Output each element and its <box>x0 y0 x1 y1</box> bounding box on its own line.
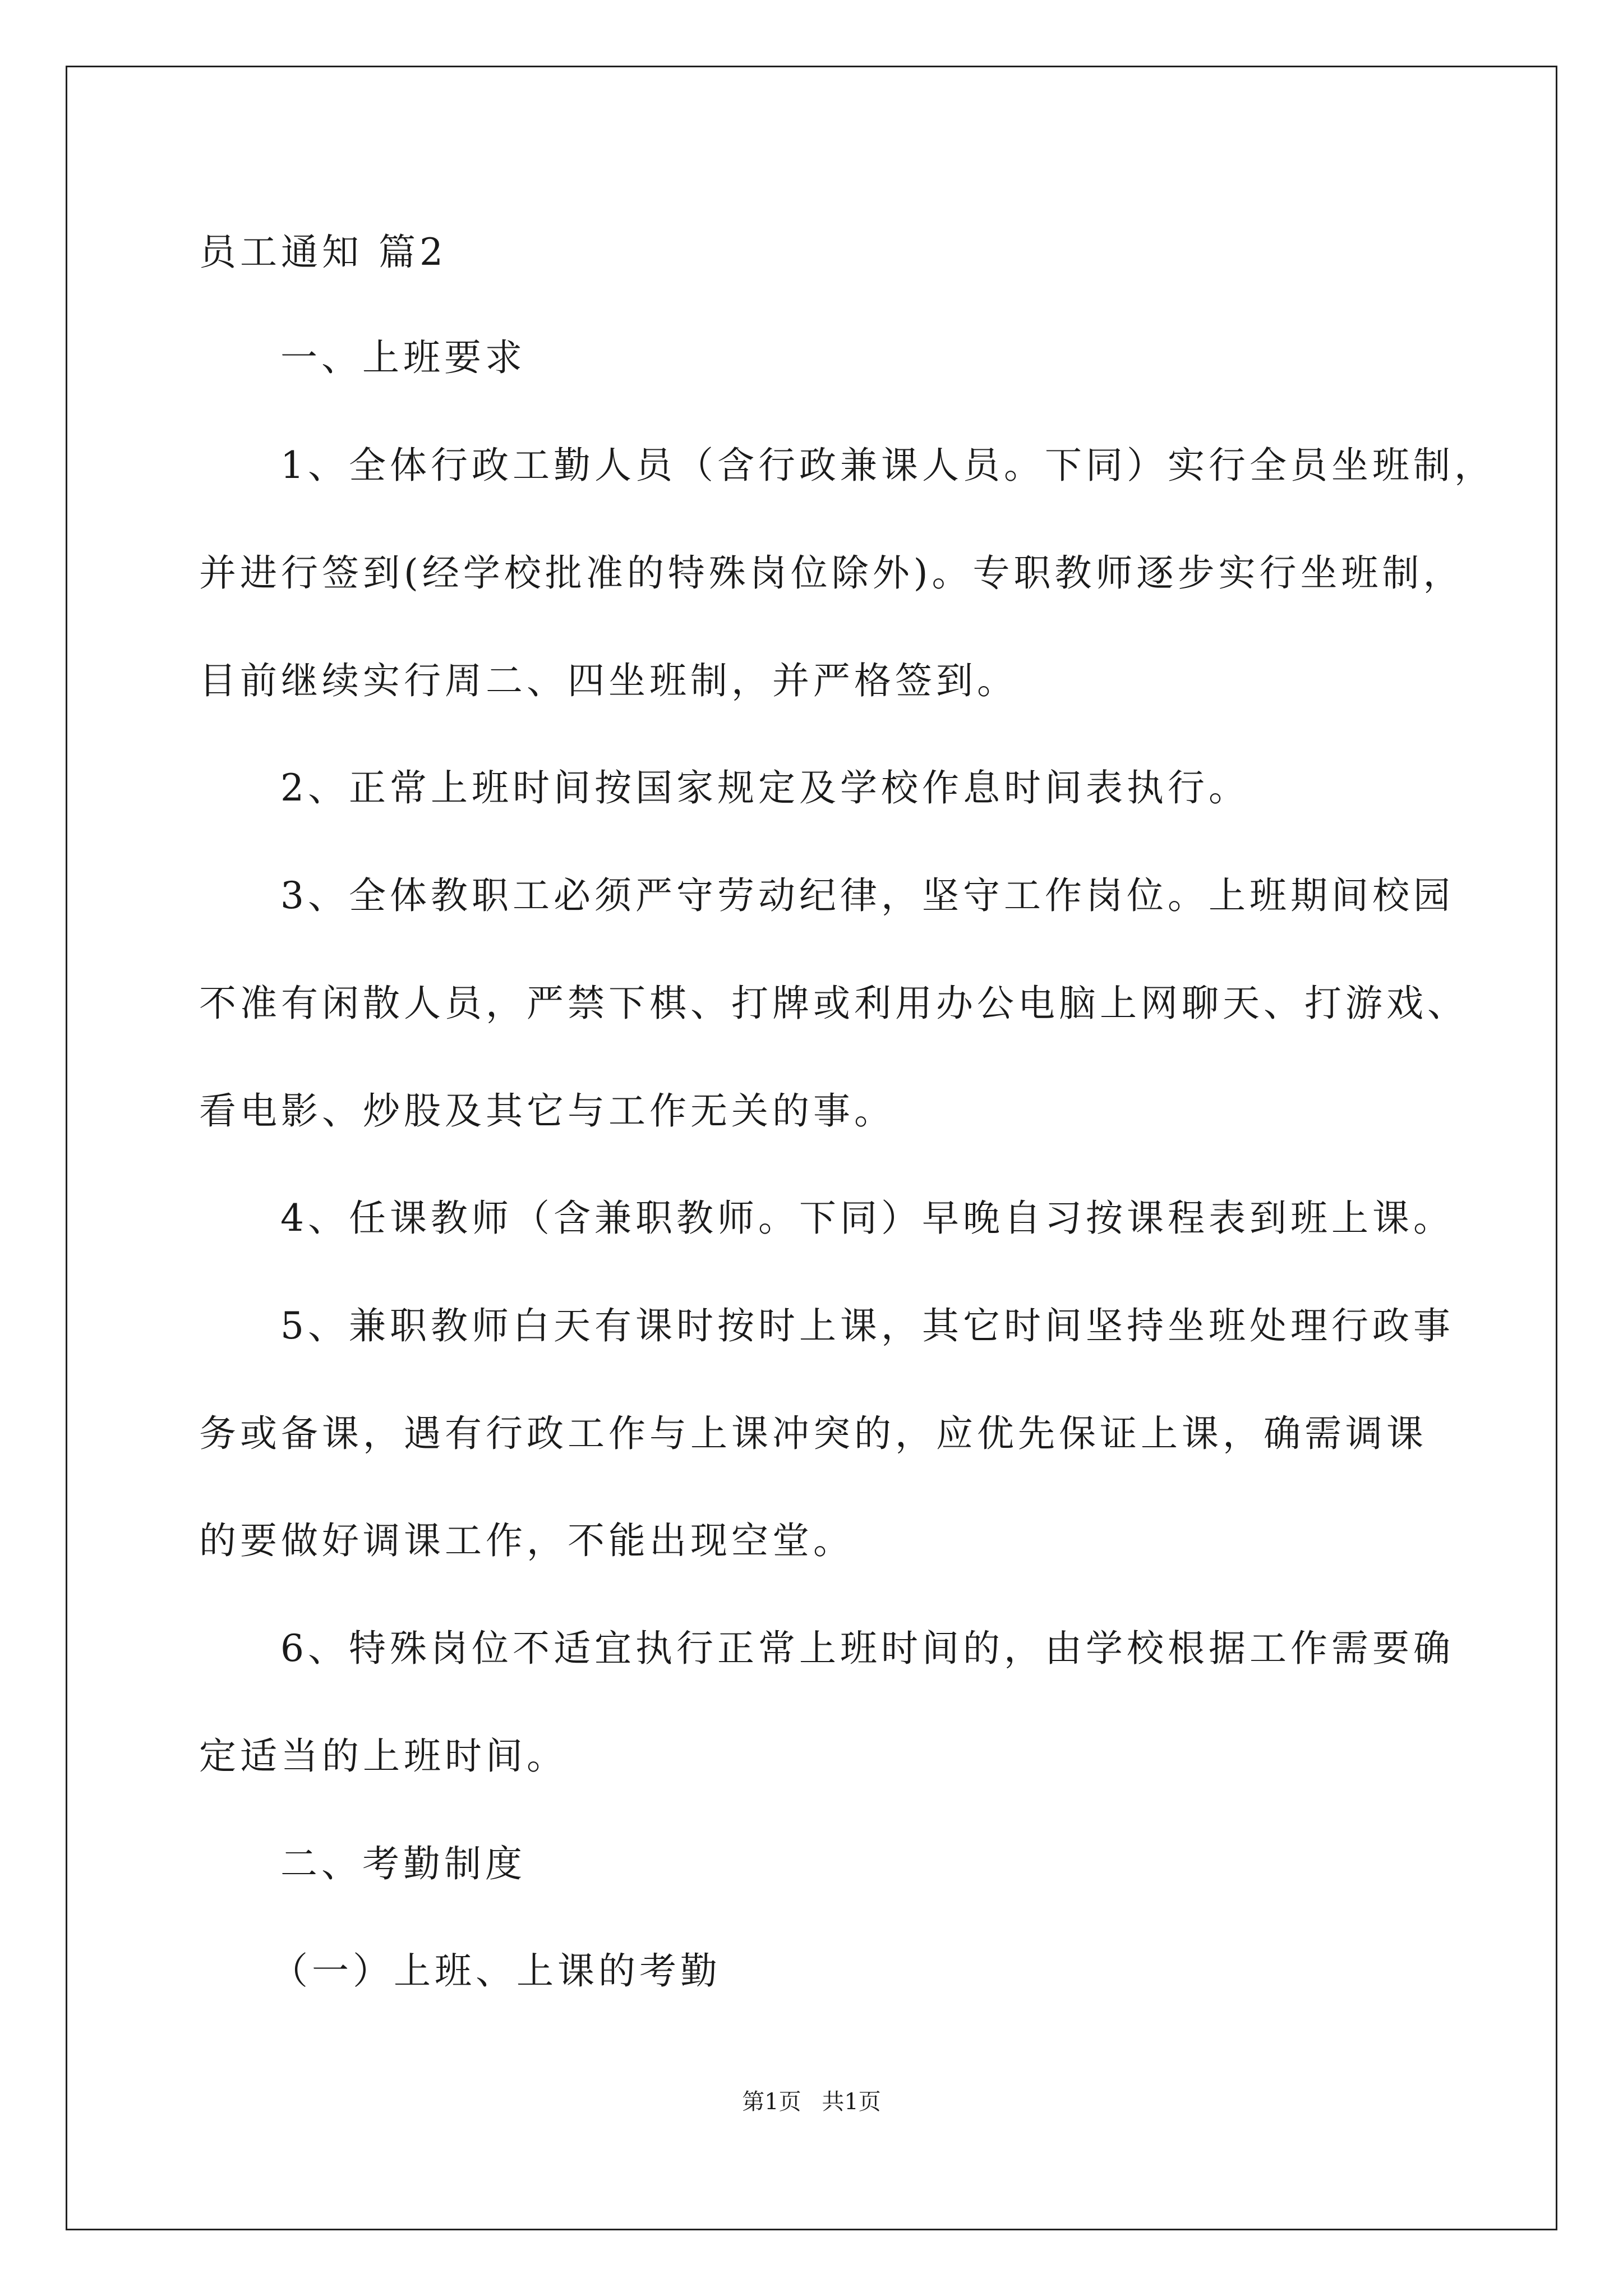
paragraph-line: 不准有闲散人员，严禁下棋、打牌或利用办公电脑上网聊天、打游戏、 <box>199 982 1468 1025</box>
section-heading: 一、上班要求 <box>280 336 526 379</box>
page-footer <box>0 2088 1623 2116</box>
paragraph-line: 1、全体行政工勤人员（含行政兼课人员。下同）实行全员坐班制， <box>280 444 1495 487</box>
page-border <box>66 66 1557 2230</box>
paragraph-line: 5、兼职教师白天有课时按时上课，其它时间坚持坐班处理行政事 <box>280 1304 1454 1347</box>
paragraph-line: 6、特殊岗位不适宜执行正常上班时间的，由学校根据工作需要确 <box>280 1627 1454 1670</box>
document-title: 员工通知 篇2 <box>199 231 447 274</box>
paragraph-line: 2、正常上班时间按国家规定及学校作息时间表执行。 <box>280 766 1249 809</box>
section-heading: 二、考勤制度 <box>280 1842 526 1885</box>
page-total: 共1页 <box>822 2089 881 2115</box>
paragraph-line: 并进行签到(经学校批准的特殊岗位除外)。专职教师逐步实行坐班制， <box>199 551 1464 595</box>
page-number: 第1页 <box>742 2089 801 2115</box>
paragraph-line: 4、任课教师（含兼职教师。下同）早晚自习按课程表到班上课。 <box>280 1197 1454 1240</box>
paragraph-line: 定适当的上班时间。 <box>199 1734 568 1778</box>
paragraph-line: 的要做好调课工作，不能出现空堂。 <box>199 1519 854 1562</box>
paragraph-line: 3、全体教职工必须严守劳动纪律，坚守工作岗位。上班期间校园 <box>280 874 1454 917</box>
paragraph-line: 务或备课，遇有行政工作与上课冲突的，应优先保证上课，确需调课 <box>199 1412 1427 1455</box>
paragraph-line: 看电影、炒股及其它与工作无关的事。 <box>199 1089 895 1133</box>
subsection-heading: （一）上班、上课的考勤 <box>271 1949 721 1993</box>
paragraph-line: 目前继续实行周二、四坐班制，并严格签到。 <box>199 659 1018 702</box>
